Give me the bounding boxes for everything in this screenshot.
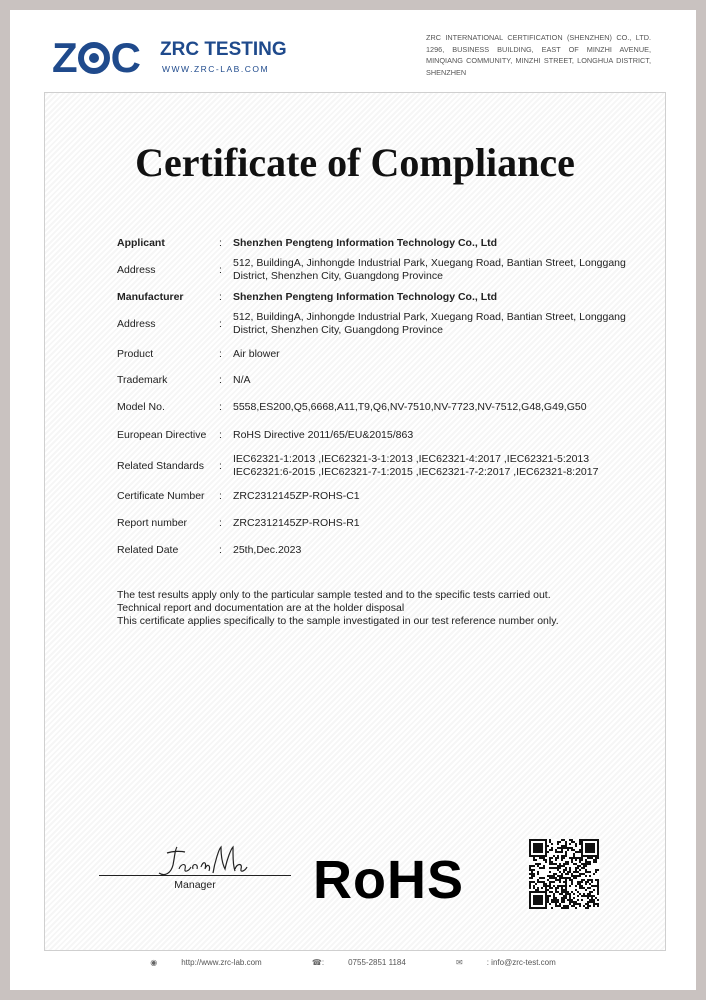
field-value: 25th,Dec.2023: [233, 543, 302, 556]
globe-icon: ◉: [150, 958, 158, 967]
footer-email[interactable]: [444, 958, 568, 967]
company-url: WWW.ZRC-LAB.COM: [162, 64, 270, 74]
field-colon: :: [219, 460, 222, 472]
field-value: 5558,ES200,Q5,6668,A11,T9,Q6,NV-7510,NV-7723,NV-7512,G48,G49,G50: [233, 400, 587, 413]
signature-line: [99, 875, 291, 876]
note-line: The test results apply only to the particular sample tested and to the specific tests carried out.: [117, 589, 551, 601]
field-label: European Directive: [117, 429, 207, 441]
qr-code-graphic: [529, 839, 599, 909]
field-row: [117, 537, 637, 563]
note-line: This certificate applies specifically to the sample investigated in our test reference number only.: [117, 615, 559, 627]
field-value: Shenzhen Pengteng Information Technology Co., Ltd: [233, 290, 498, 303]
field-colon: :: [219, 348, 222, 360]
footer-website-text: http://www.zrc-lab.com: [181, 958, 262, 967]
field-label: Product: [117, 348, 154, 360]
field-colon: :: [219, 490, 222, 502]
field-value: ZRC2312145ZP-ROHS-R1: [233, 516, 360, 529]
field-value: RoHS Directive 2011/65/EU&2015/863: [233, 428, 414, 441]
certificate-title: Certificate of Compliance: [135, 140, 575, 185]
company-address: ZRC INTERNATIONAL CERTIFICATION (SHENZHEN) CO., LTD. 1296, BUSINESS BUILDING, EAST OF MINZHI AVENUE, MINQIANG COMMUNITY, MINZHI STREET, LONGHUA DISTRICT, SHENZHEN: [426, 33, 651, 77]
manager-label: Manager: [174, 879, 216, 891]
field-colon: :: [219, 401, 222, 413]
field-row: [117, 367, 637, 393]
company-name: ZRC TESTING: [160, 39, 287, 60]
field-value: 512, BuildingA, Jinhongde Industrial Park, Xuegang Road, Bantian Street, Longgang District, Shenzhen City, Guangdong Province: [233, 311, 626, 336]
field-colon: :: [219, 318, 222, 330]
logo-mark: Z C: [52, 34, 140, 81]
field-label: Trademark: [117, 374, 168, 386]
field-row: [117, 421, 637, 449]
company-logo: [52, 34, 287, 86]
footer: [10, 958, 696, 967]
footer-phone-text: 0755-2851 1184: [348, 958, 406, 967]
field-colon: :: [219, 429, 222, 441]
field-value: IEC62321-1:2013 ,IEC62321-3-1:2013 ,IEC62321-4:2017 ,IEC62321-5:2013 IEC62321:6-2015 ,IEC62321-7-1:2015 ,IEC62321-7-2:2017 ,IEC62321-8:2017: [233, 453, 599, 478]
field-value: ZRC2312145ZP-ROHS-C1: [233, 489, 360, 502]
field-row: [117, 233, 637, 253]
field-label: Model No.: [117, 401, 165, 413]
field-value: Air blower: [233, 347, 280, 360]
field-row: [117, 483, 637, 509]
fields-table: [117, 233, 637, 563]
field-colon: :: [219, 517, 222, 529]
mail-icon: ✉: [456, 958, 463, 967]
field-colon: :: [219, 237, 222, 249]
certificate-page: [10, 10, 696, 990]
footer-website[interactable]: [138, 958, 273, 967]
qr-code: [529, 839, 599, 909]
field-label: Address: [117, 318, 156, 330]
field-value: Shenzhen Pengteng Information Technology Co., Ltd: [233, 236, 498, 249]
field-label: Related Standards: [117, 460, 204, 472]
field-colon: :: [219, 291, 222, 303]
field-row: [117, 253, 637, 287]
footer-phone: [300, 958, 418, 967]
field-colon: :: [219, 544, 222, 556]
field-row: [117, 341, 637, 367]
field-label: Report number: [117, 517, 188, 529]
field-label: Address: [117, 264, 156, 276]
rohs-mark: RoHS: [313, 850, 464, 910]
note-line: Technical report and documentation are at the holder disposal: [117, 602, 405, 614]
field-value: 512, BuildingA, Jinhongde Industrial Park, Xuegang Road, Bantian Street, Longgang District, Shenzhen City, Guangdong Province: [233, 257, 626, 282]
field-label: Related Date: [117, 544, 179, 556]
field-row: [117, 307, 637, 341]
notes-block: [117, 589, 559, 628]
phone-icon: ☎:: [311, 958, 325, 967]
field-row: [117, 393, 637, 421]
field-row: [117, 287, 637, 307]
footer-email-text: : info@zrc-test.com: [486, 958, 556, 967]
field-label: Manufacturer: [117, 291, 184, 303]
field-label: Certificate Number: [117, 490, 205, 502]
field-colon: :: [219, 264, 222, 276]
field-label: Applicant: [117, 237, 165, 249]
field-colon: :: [219, 374, 222, 386]
field-value: N/A: [233, 373, 251, 386]
field-row: [117, 449, 637, 483]
certificate-body: [44, 92, 666, 951]
field-row: [117, 509, 637, 537]
